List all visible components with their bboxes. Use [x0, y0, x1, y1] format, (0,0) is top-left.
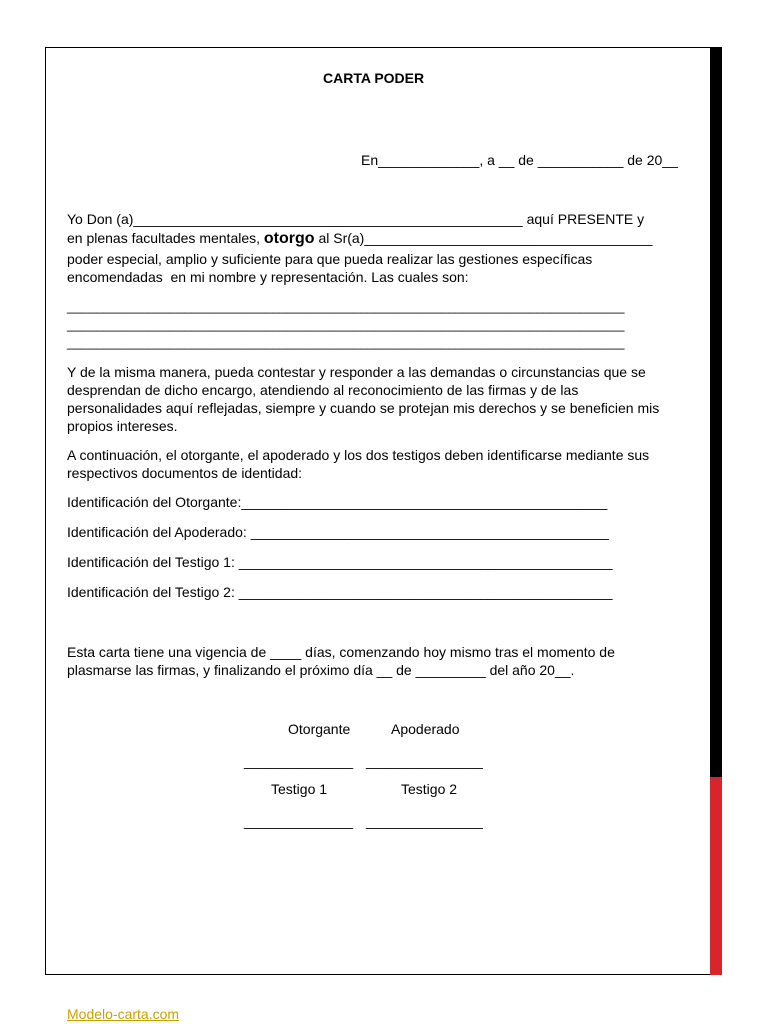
blank-line-1: ____________________________________________________________________________: [67, 299, 625, 314]
signature-line-testigo2: _______________: [366, 813, 483, 829]
blank-line-3: ____________________________________________________________________________: [67, 335, 625, 350]
date-line: En_____________, a __ de ___________ de 20__: [361, 152, 678, 168]
id-apoderado-line: Identificación del Apoderado: ______________________________________________: [67, 524, 609, 540]
paragraph-4-line-1: Esta carta tiene una vigencia de ____ días, comenzando hoy mismo tras el momento de: [67, 644, 615, 660]
paragraph-3-line-1: A continuación, el otorgante, el apoderado y los dos testigos deben identificarse mediante sus: [67, 447, 650, 463]
side-bar-black: [710, 47, 722, 777]
side-bar-red: [710, 777, 722, 975]
blank-line-2: ____________________________________________________________________________: [67, 317, 625, 332]
paragraph-2-line-1: Y de la misma manera, pueda contestar y responder a las demandas o circunstancias que se: [67, 364, 646, 380]
paragraph-1-line-3: poder especial, amplio y suficiente para que pueda realizar las gestiones específicas: [67, 251, 593, 267]
p1-text-b: al Sr(a)_____________________________________: [314, 230, 653, 246]
signature-label-apoderado: Apoderado: [391, 721, 460, 737]
signature-line-otorgante: ______________: [244, 753, 354, 769]
paragraph-1-line-4: encomendadas en mi nombre y representación. Las cuales son:: [67, 269, 469, 285]
signature-label-otorgante: Otorgante: [288, 721, 351, 737]
document-page: [45, 47, 721, 975]
signature-line-testigo1: ______________: [244, 813, 354, 829]
signature-label-testigo2: Testigo 2: [401, 781, 458, 797]
id-testigo1-line: Identificación del Testigo 1: ________________________________________________: [67, 554, 613, 570]
paragraph-1-line-2: [67, 229, 652, 248]
id-otorgante-line: Identificación del Otorgante:_______________________________________________: [67, 494, 608, 510]
document-title: CARTA PODER: [323, 70, 425, 86]
id-testigo2-line: Identificación del Testigo 2: ________________________________________________: [67, 584, 613, 600]
paragraph-2-line-2: desprendan de dicho encargo, atendiendo al reconocimiento de las firmas y de las: [67, 382, 579, 398]
p1-text-a: en plenas facultades mentales,: [67, 230, 264, 246]
paragraph-1-line-1: Yo Don (a)__________________________________________________ aquí PRESENTE y: [67, 211, 645, 227]
paragraph-2-line-4: propios intereses.: [67, 418, 178, 434]
signature-label-testigo1: Testigo 1: [271, 781, 328, 797]
paragraph-3-line-2: respectivos documentos de identidad:: [67, 465, 303, 481]
p1-bold-word: otorgo: [263, 230, 315, 247]
footer-link[interactable]: Modelo-carta.com: [67, 1006, 180, 1022]
paragraph-2-line-3: personalidades aquí reflejadas, siempre y cuando se protejan mis derechos y se beneficien mis: [67, 400, 660, 416]
signature-line-apoderado: _______________: [366, 753, 483, 769]
paragraph-4-line-2: plasmarse las firmas, y finalizando el próximo día __ de _________ del año 20__.: [67, 662, 575, 678]
